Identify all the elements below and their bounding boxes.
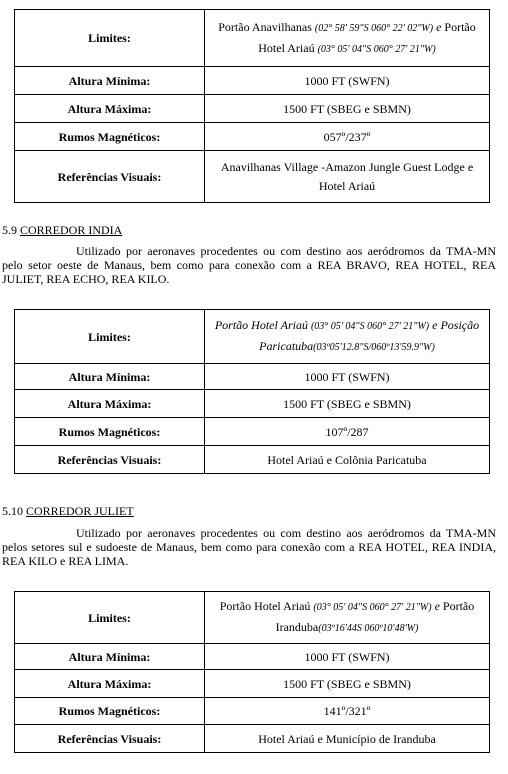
section-title-india	[2, 223, 122, 237]
referencias-visuais-value: Hotel Ariaú e Município de Iranduba	[205, 725, 490, 753]
table-corredor-juliet	[14, 591, 490, 753]
limites-value	[205, 310, 490, 364]
limites-text: Iranduba	[275, 620, 319, 634]
limites-text: Portão Hotel Ariaú	[214, 318, 311, 332]
altura-minima-value: 1000 FT (SWFN)	[205, 67, 490, 95]
referencias-visuais-label: Referências Visuais:	[15, 446, 205, 474]
section-paragraph-juliet: Utilizado por aeronaves procedentes ou com destino aos aeródromos da TMA-MN pelos setores sul e sudoeste de Manaus, bem como para conexão com a REA HOTEL, REA INDIA, REA KILO e REA LIMA.	[2, 526, 496, 568]
section-heading: CORREDOR JULIET	[26, 504, 134, 518]
referencias-visuais-label: Referências Visuais:	[15, 151, 205, 203]
rumos-magneticos-label: Rumos Magnéticos:	[15, 123, 205, 151]
altura-maxima-label: Altura Máxima:	[15, 95, 205, 123]
limites-line-1	[218, 20, 476, 34]
limites-line-2	[208, 339, 486, 355]
altura-minima-value: 1000 FT (SWFN)	[205, 364, 490, 390]
section-title-juliet	[2, 504, 134, 518]
section-number: 5.10	[2, 504, 26, 518]
referencias-visuais-value	[205, 151, 490, 203]
limites-text: Portão Anavilhanas	[218, 19, 315, 34]
referencias-visuais-value: Hotel Ariaú e Colônia Paricatuba	[205, 446, 490, 474]
referencias-visuais-label: Referências Visuais:	[15, 725, 205, 753]
limites-line-2	[208, 620, 486, 636]
limites-coord: (03º16'44S 060º10'48'W)	[318, 623, 419, 634]
limites-text: Portão	[444, 19, 476, 34]
rumos-magneticos-value: 057º/237º	[205, 123, 490, 151]
altura-maxima-label: Altura Máxima:	[15, 390, 205, 418]
altura-minima-label: Altura Mínima:	[15, 644, 205, 670]
referencias-line-2: Hotel Ariaú	[318, 179, 376, 193]
limites-conjunction: e	[431, 599, 443, 613]
altura-minima-label: Altura Mínima:	[15, 364, 205, 390]
limites-conjunction: e	[433, 19, 445, 34]
limites-coord: (03° 05' 04"S 060° 27' 21"W)	[313, 602, 432, 613]
limites-line-1	[220, 599, 475, 613]
limites-label: Limites:	[15, 592, 205, 644]
section-paragraph-india: Utilizado por aeronaves procedentes ou com destino aos aeródromos da TMA-MN pelo setor oeste de Manaus, bem como para conexão com a REA BRAVO, REA HOTEL, REA JULIET, REA ECHO, REA KILO.	[2, 244, 496, 286]
limites-value	[205, 592, 490, 644]
altura-minima-value: 1000 FT (SWFN)	[205, 644, 490, 670]
limites-label: Limites:	[15, 310, 205, 364]
limites-text: Portão	[442, 599, 475, 613]
limites-label: Limites:	[15, 10, 205, 67]
table-corredor-india	[14, 309, 490, 474]
limites-coord: (03º05'12.8"S/060º13'59.9"W)	[313, 342, 435, 353]
section-heading: CORREDOR INDIA	[20, 223, 123, 237]
rumos-magneticos-value: 107º/287	[205, 418, 490, 446]
limites-coord: (02° 58' 59"S 060° 22' 02"W)	[314, 22, 434, 34]
altura-maxima-label: Altura Máxima:	[15, 670, 205, 698]
section-number: 5.9	[2, 223, 20, 237]
limites-text: Portão Hotel Ariaú	[219, 599, 314, 613]
limites-line-2	[208, 41, 486, 57]
limites-coord: (03° 05' 04"S 060° 27' 21"W)	[317, 43, 436, 55]
limites-coord: (03° 05' 04"S 060° 27' 21"W)	[310, 321, 430, 332]
altura-minima-label: Altura Mínima:	[15, 67, 205, 95]
limites-line-1	[215, 318, 479, 332]
altura-maxima-value: 1500 FT (SBEG e SBMN)	[205, 670, 490, 698]
limites-text: Hotel Ariaú	[258, 40, 318, 55]
referencias-line-1: Anavilhanas Village -Amazon Jungle Guest Lodge e	[220, 160, 474, 174]
rumos-magneticos-value: 141º/321º	[205, 698, 490, 725]
limites-text: Paricatuba	[259, 339, 314, 353]
rumos-magneticos-label: Rumos Magnéticos:	[15, 698, 205, 725]
limites-text: e Posição	[429, 318, 480, 332]
table-corredor-anterior	[14, 9, 490, 203]
altura-maxima-value: 1500 FT (SBEG e SBMN)	[205, 95, 490, 123]
limites-value	[205, 10, 490, 67]
altura-maxima-value: 1500 FT (SBEG e SBMN)	[205, 390, 490, 418]
rumos-magneticos-label: Rumos Magnéticos:	[15, 418, 205, 446]
